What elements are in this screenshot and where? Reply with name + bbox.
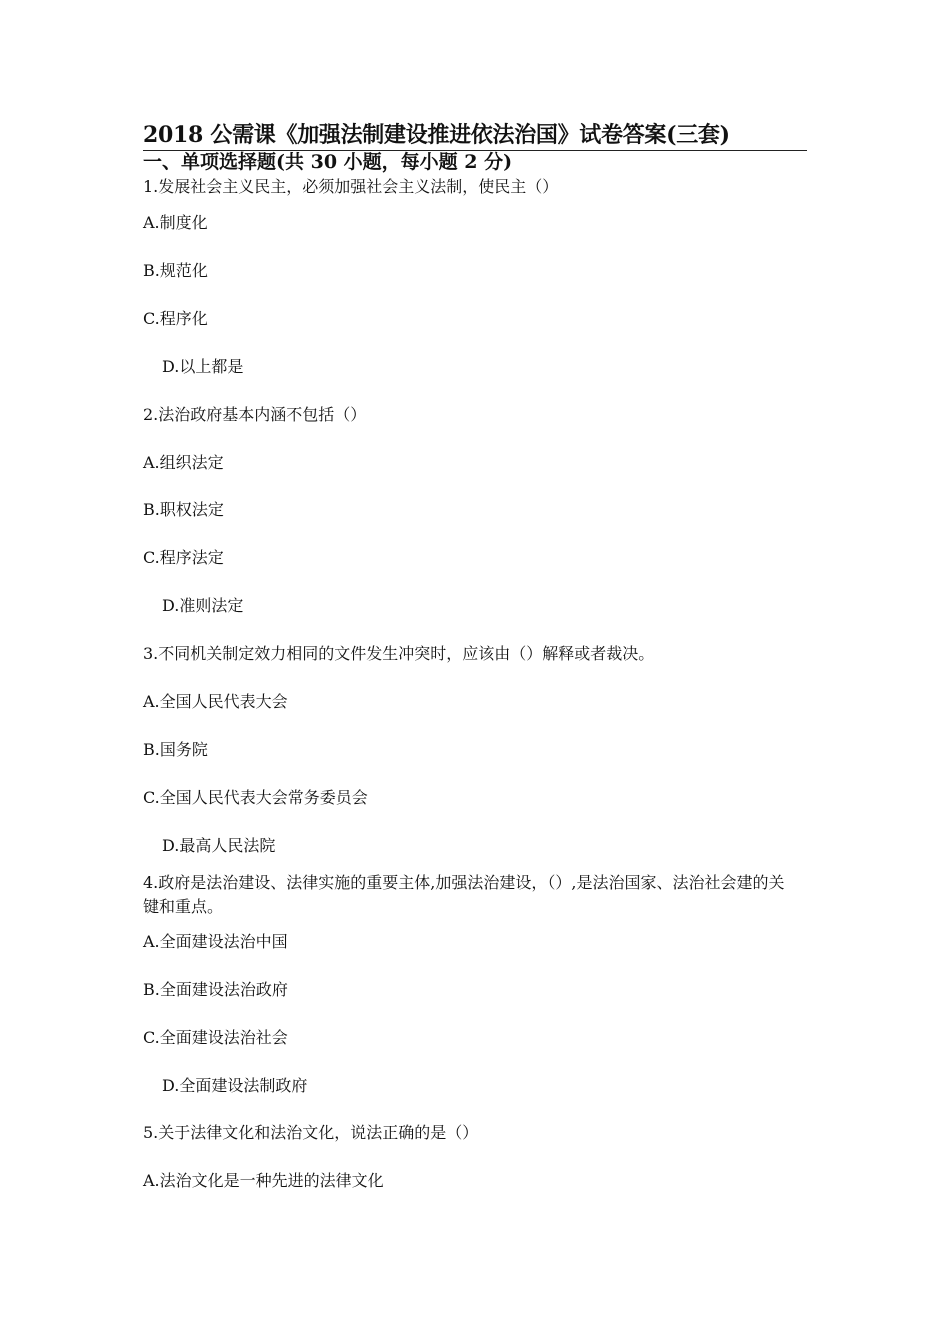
question-2-option-b: B.职权法定 bbox=[143, 500, 224, 519]
question-1-option-c: C.程序化 bbox=[143, 309, 208, 328]
document-title: 2018 公需课《加强法制建设推进依法治国》试卷答案(三套) bbox=[143, 122, 730, 148]
question-1-option-a: A.制度化 bbox=[143, 213, 208, 232]
question-3-option-a: A.全国人民代表大会 bbox=[143, 692, 288, 711]
question-1-option-b: B.规范化 bbox=[143, 261, 208, 280]
question-1-stem: 1.发展社会主义民主，必须加强社会主义法制，使民主（） bbox=[143, 177, 559, 196]
question-2-option-d: D.准则法定 bbox=[162, 596, 244, 615]
question-3-option-d: D.最高人民法院 bbox=[162, 836, 276, 855]
question-1-option-d: D.以上都是 bbox=[162, 357, 244, 376]
question-3-option-c: C.全国人民代表大会常务委员会 bbox=[143, 788, 368, 807]
question-3-stem: 3.不同机关制定效力相同的文件发生冲突时，应该由（）解释或者裁决。 bbox=[143, 644, 655, 663]
question-2-stem: 2.法治政府基本内涵不包括（） bbox=[143, 405, 367, 424]
question-5-stem: 5.关于法律文化和法治文化，说法正确的是（） bbox=[143, 1123, 479, 1142]
question-5-option-a: A.法治文化是一种先进的法律文化 bbox=[143, 1171, 384, 1190]
question-3-option-b: B.国务院 bbox=[143, 740, 208, 759]
question-4-option-b: B.全面建设法治政府 bbox=[143, 980, 288, 999]
question-4-stem: 4.政府是法治建设、法律实施的重要主体,加强法治建设，（）,是法治国家、法治社会建的关键和重点。 bbox=[143, 873, 785, 916]
question-2-option-c: C.程序法定 bbox=[143, 548, 224, 567]
question-4-option-a: A.全面建设法治中国 bbox=[143, 932, 288, 951]
question-4-option-c: C.全面建设法治社会 bbox=[143, 1028, 288, 1047]
question-4-option-d: D.全面建设法制政府 bbox=[162, 1076, 308, 1095]
question-2-option-a: A.组织法定 bbox=[143, 453, 224, 472]
section-heading: 一、单项选择题(共 30 小题，每小题 2 分) bbox=[143, 151, 513, 173]
